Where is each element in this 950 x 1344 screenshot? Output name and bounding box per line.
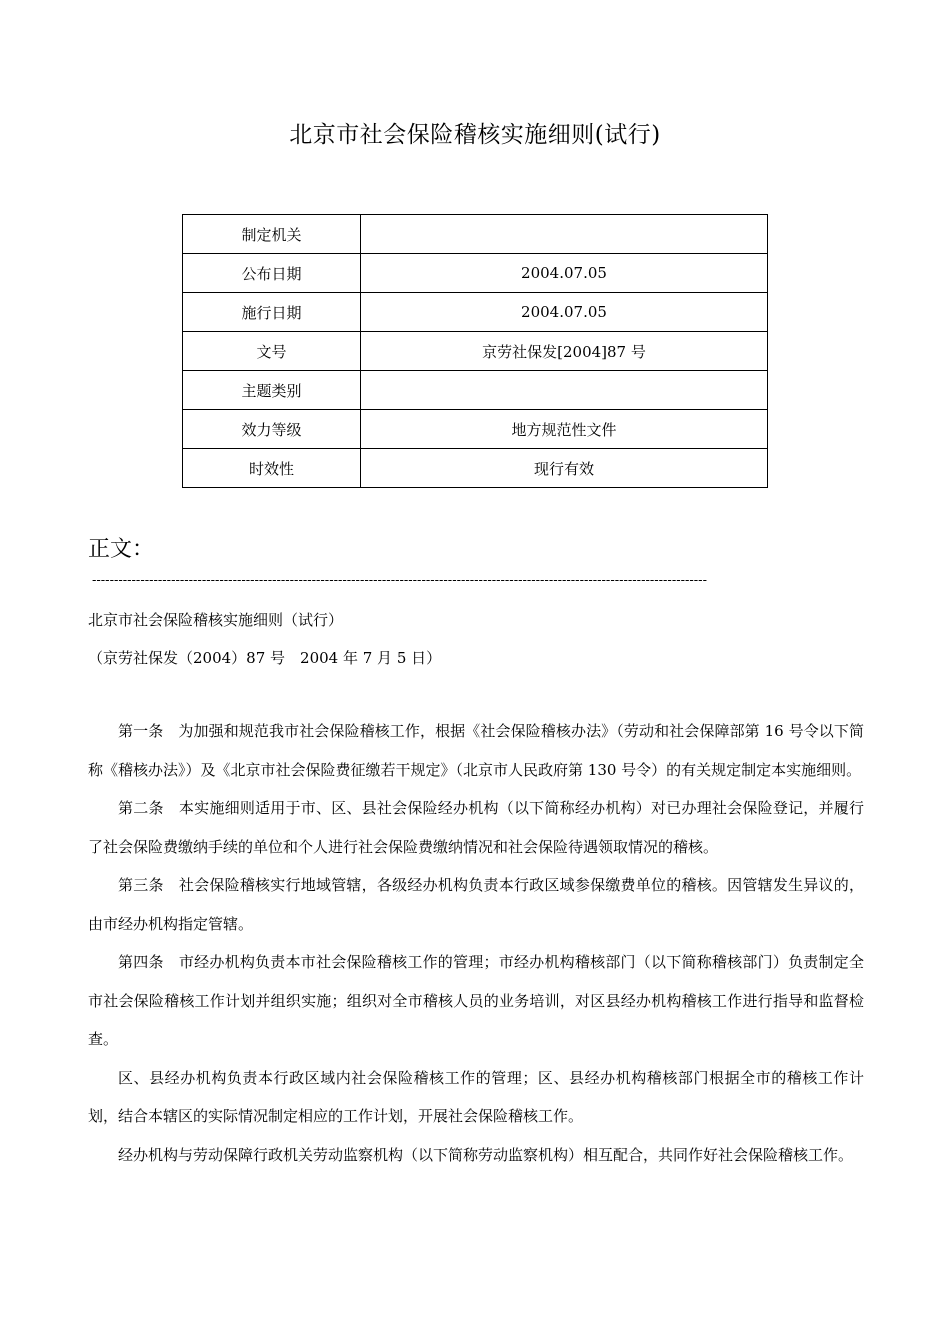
meta-value	[361, 371, 768, 410]
divider-line: --------------------------------------------------------------------------------------------------------------------------------------------	[92, 573, 707, 588]
table-row	[183, 410, 768, 449]
metadata-table	[182, 214, 768, 488]
meta-label: 公布日期	[183, 254, 361, 293]
page-title: 北京市社会保险稽核实施细则(试行)	[289, 122, 661, 148]
meta-value: 现行有效	[361, 449, 768, 488]
document-body	[88, 712, 864, 1174]
meta-label: 施行日期	[183, 293, 361, 332]
meta-label: 制定机关	[183, 215, 361, 254]
table-row	[183, 254, 768, 293]
meta-value: 2004.07.05	[361, 293, 768, 332]
table-row	[183, 371, 768, 410]
paragraph: 区、县经办机构负责本行政区域内社会保险稽核工作的管理；区、县经办机构稽核部门根据全市的稽核工作计划，结合本辖区的实际情况制定相应的工作计划，开展社会保险稽核工作。	[88, 1068, 864, 1125]
meta-value: 2004.07.05	[361, 254, 768, 293]
table-row	[183, 293, 768, 332]
document-reference: （京劳社保发（2004）87 号 2004 年 7 月 5 日）	[88, 649, 442, 667]
meta-label: 效力等级	[183, 410, 361, 449]
paragraph: 第一条 为加强和规范我市社会保险稽核工作，根据《社会保险稽核办法》（劳动和社会保障部第 16 号令以下简称《稽核办法》）及《北京市社会保险费征缴若干规定》（北京市人民政府第 130 号令）的有关规定制定本实施细则。	[88, 722, 864, 779]
meta-value: 京劳社保发[2004]87 号	[361, 332, 768, 371]
meta-label: 文号	[183, 332, 361, 371]
document-title: 北京市社会保险稽核实施细则（试行）	[88, 611, 344, 629]
meta-value	[361, 215, 768, 254]
paragraph: 第三条 社会保险稽核实行地域管辖，各级经办机构负责本行政区域参保缴费单位的稽核。因管辖发生异议的，由市经办机构指定管辖。	[88, 876, 864, 933]
paragraph: 经办机构与劳动保障行政机关劳动监察机构（以下简称劳动监察机构）相互配合，共同作好社会保险稽核工作。	[118, 1145, 854, 1164]
meta-label: 主题类别	[183, 371, 361, 410]
table-row	[183, 449, 768, 488]
table-row	[183, 332, 768, 371]
meta-label: 时效性	[183, 449, 361, 488]
section-label: 正文：	[88, 537, 155, 562]
table-row	[183, 215, 768, 254]
paragraph: 第四条 市经办机构负责本市社会保险稽核工作的管理；市经办机构稽核部门（以下简称稽核部门）负责制定全市社会保险稽核工作计划并组织实施；组织对全市稽核人员的业务培训，对区县经办机构稽核工作进行指导和监督检查。	[88, 953, 864, 1048]
meta-value: 地方规范性文件	[361, 410, 768, 449]
paragraph: 第二条 本实施细则适用于市、区、县社会保险经办机构（以下简称经办机构）对已办理社会保险登记，并履行了社会保险费缴纳手续的单位和个人进行社会保险费缴纳情况和社会保险待遇领取情况的稽核。	[88, 799, 864, 856]
